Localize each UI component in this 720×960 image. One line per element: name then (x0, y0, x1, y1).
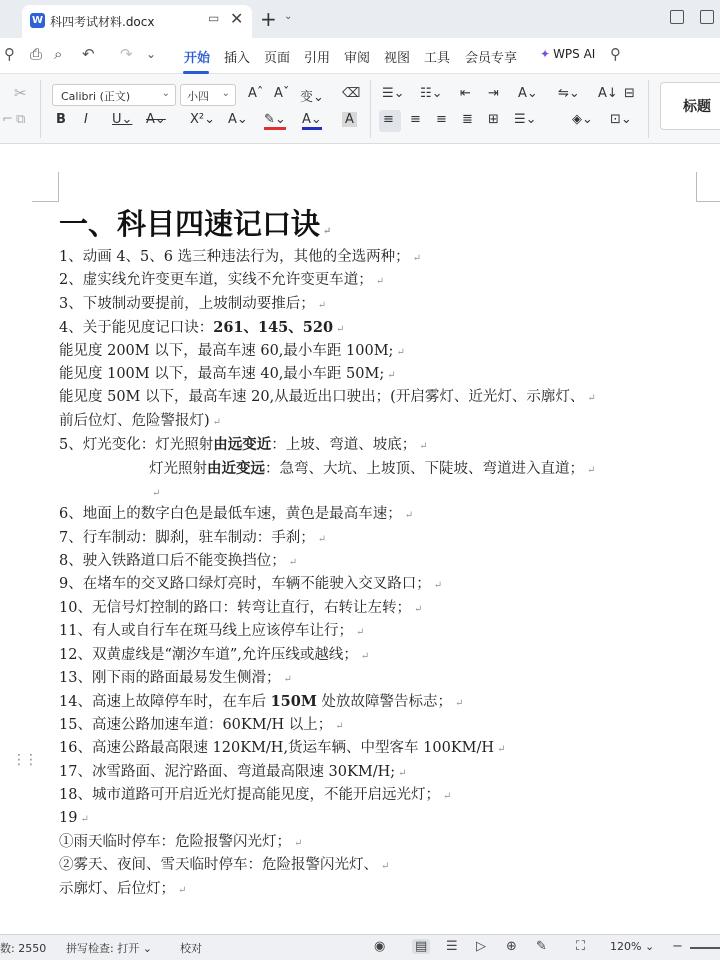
document-line[interactable] (59, 667, 709, 690)
document-line[interactable] (59, 644, 709, 667)
document-line[interactable] (59, 503, 709, 526)
line-text: 15、高速公路加速车道：60KM/H 以上； (59, 716, 333, 733)
paragraph-mark: ↵ (288, 557, 298, 569)
document-line[interactable] (59, 737, 709, 760)
paragraph-mark: ↵ (375, 276, 385, 288)
document-line[interactable] (59, 878, 709, 901)
grow-font-icon[interactable]: Aˆ (248, 86, 264, 101)
wps-ai-label: WPS AI (553, 47, 596, 61)
fit-page-icon[interactable]: ⛶ (576, 939, 586, 954)
line-text: 16、高速公路最高限速 120KM/H,货运车辆、中型客车 100KM/H (59, 740, 495, 757)
zoom-out-icon[interactable]: − (672, 939, 683, 954)
line-text: 13、刚下雨的路面最易发生侧滑； (59, 670, 281, 687)
line-text: ①雨天临时停车：危险报警闪光灯； (59, 833, 291, 850)
document-line[interactable] (59, 854, 709, 877)
window-grid-icon[interactable] (700, 10, 714, 24)
paragraph-mark: ↵ (178, 884, 187, 896)
zoom-slider[interactable] (690, 947, 720, 949)
line-bold-text: 由远变近 (213, 436, 272, 454)
restore-icon[interactable]: ▭ (208, 11, 220, 25)
paragraph-mark: ↵ (442, 790, 452, 802)
paragraph-mark: ↵ (317, 533, 327, 545)
phonetic-guide-icon[interactable]: 变⌄ (300, 90, 324, 105)
paragraph-mark: ↵ (587, 393, 596, 405)
document-line[interactable] (59, 573, 709, 596)
document-line[interactable] (59, 363, 709, 386)
paragraph-mark: ↵ (80, 814, 89, 826)
web-view-icon[interactable]: ⊕ (506, 939, 517, 954)
line-spacing-icon[interactable]: ⇋⌄ (558, 86, 580, 101)
line-text: 17、冰雪路面、泥泞路面、弯道最高限速 30KM/H; (59, 763, 396, 780)
toolbar-separator (370, 80, 371, 138)
line-text: 14、高速上故障停车时，在车后 (59, 694, 271, 711)
redo-icon[interactable]: ↷ (120, 45, 133, 63)
tab-title: 科四考试材料.docx (50, 15, 155, 29)
line-text: ：上坡、弯道、坡底； (271, 437, 417, 454)
document-line[interactable] (59, 550, 709, 573)
document-line[interactable] (59, 340, 709, 363)
paragraph-mark: ↵ (455, 698, 464, 710)
bold-icon[interactable]: B (56, 112, 66, 127)
paragraph-mark: ↵ (335, 720, 344, 732)
document-line[interactable] (59, 784, 709, 807)
font-size-value: 小四 (187, 90, 209, 103)
document-line[interactable] (59, 831, 709, 854)
font-color-icon[interactable]: A⌄ (302, 112, 322, 130)
increase-indent-icon[interactable]: ⇥ (488, 86, 499, 101)
paragraph-mark: ↵ (419, 441, 428, 453)
line-text: ：急弯、大坑、上坡顶、下陡坡、弯道进入直道； (265, 460, 584, 477)
paragraph-mark: ↵ (413, 603, 423, 615)
menu-review[interactable]: 审阅 (344, 51, 371, 66)
document-line[interactable] (59, 690, 709, 713)
play-icon[interactable]: ▷ (476, 939, 486, 954)
sort-icon[interactable]: A↓ (598, 86, 618, 101)
document-line[interactable] (59, 761, 709, 784)
print-icon[interactable]: ⎙ (30, 45, 43, 63)
line-text: 19 (59, 810, 78, 827)
paragraph-mark: ↵ (317, 299, 327, 311)
window-layout-icon[interactable] (670, 10, 684, 24)
menu-page[interactable]: 页面 (264, 51, 291, 66)
numbered-list-icon[interactable]: ☷⌄ (420, 86, 443, 101)
document-line[interactable] (59, 386, 709, 409)
line-text: 能见度 50M 以下，最高车速 20,从最近出口驶出；(开启雾灯、近光灯、示廓灯、 (59, 389, 585, 406)
paragraph-mark: ↵ (283, 674, 292, 686)
document-line[interactable] (59, 597, 709, 620)
line-text: 处放故障警告标志； (316, 694, 452, 711)
line-text: 示廓灯、后位灯； (59, 880, 175, 897)
eye-protect-icon[interactable]: ◉ (374, 939, 386, 954)
paragraph-mark: ↵ (355, 627, 365, 639)
justify-icon[interactable]: ≣ (462, 112, 473, 127)
paragraph-mark: ↵ (212, 416, 222, 428)
document-heading[interactable] (59, 202, 709, 246)
document-line[interactable] (59, 480, 709, 503)
align-right-icon[interactable]: ≡ (436, 112, 447, 127)
spellcheck-label: 拼写检查: 打开 (66, 942, 140, 955)
pen-icon[interactable]: ✎ (536, 939, 547, 954)
line-text: 12、双黄虚线是“潮汐车道”,允许压线或越线； (59, 646, 358, 663)
line-text: 11、有人或自行车在斑马线上应该停车让行； (59, 623, 353, 640)
line-text: 4、关于能见度记口诀： (59, 320, 214, 337)
document-body[interactable] (59, 202, 709, 901)
paragraph-mark: ↵ (433, 580, 443, 592)
line-bold-text: 261、145、520 (213, 319, 334, 337)
print-preview-icon[interactable]: ⌕ (54, 45, 63, 63)
outline-view-icon[interactable]: ☰ (446, 939, 458, 954)
key-icon[interactable]: ⚲ (4, 45, 15, 63)
distribute-icon[interactable]: ⊞ (488, 112, 499, 127)
line-text: 能见度 200M 以下，最高车速 60,最小车距 100M; (59, 342, 394, 359)
menu-home[interactable]: 开始 (184, 51, 211, 66)
line-text: 7、行车制动：脚刹，驻车制动：手刹； (59, 529, 315, 546)
menu-insert[interactable]: 插入 (224, 51, 251, 66)
drag-handle-icon[interactable]: ⋮⋮ (12, 752, 36, 768)
font-name-value: Calibri (正文) (61, 90, 131, 103)
document-tab[interactable] (22, 5, 252, 38)
tab-list-chevron-icon[interactable]: ⌄ (284, 11, 293, 22)
style-heading-button[interactable] (660, 82, 720, 130)
undo-icon[interactable]: ↶ (82, 45, 95, 63)
new-tab-button[interactable]: + (260, 7, 277, 31)
document-line[interactable] (59, 246, 709, 269)
paragraph-mark: ↵ (152, 487, 161, 499)
spellcheck-status[interactable]: 拼写检查: 打开 ⌄ (66, 942, 152, 955)
line-text: 5、灯光变化：灯光照射 (59, 437, 214, 454)
line-text: 10、无信号灯控制的路口：转弯让直行，右转让左转； (59, 599, 411, 616)
format-painter-icon[interactable]: ⌐ (2, 112, 13, 127)
menu-view[interactable]: 视图 (384, 51, 411, 66)
chevron-down-icon: ⌄ (161, 88, 170, 99)
document-line[interactable] (59, 714, 709, 737)
document-line[interactable] (59, 457, 709, 480)
chevron-down-icon: ⌄ (221, 88, 230, 99)
document-line[interactable] (59, 269, 709, 292)
line-text: 能见度 100M 以下，最高车速 40,最小车距 50M; (59, 365, 385, 382)
align-left-icon[interactable]: ≡ (383, 112, 394, 127)
document-line[interactable] (59, 433, 709, 456)
paragraph-mark: ↵ (404, 510, 414, 522)
line-text: 前后位灯、危险警报灯) (59, 412, 210, 429)
line-text: 18、城市道路可开启近光灯提高能见度，不能开启远光灯； (59, 786, 440, 803)
cut-icon[interactable]: ✂ (14, 84, 27, 102)
toolbar-separator (40, 80, 41, 138)
close-tab-icon[interactable]: ✕ (230, 9, 244, 28)
char-shading-icon[interactable]: A (342, 112, 357, 127)
shading-icon[interactable]: ◈⌄ (572, 112, 593, 127)
document-line[interactable] (59, 620, 709, 643)
document-line[interactable] (59, 410, 709, 433)
highlight-icon[interactable]: ✎⌄ (264, 112, 286, 130)
paragraph-mark: ↵ (396, 346, 405, 358)
paragraph-mark: ↵ (323, 226, 332, 237)
font-name-select[interactable] (52, 84, 176, 106)
word-count[interactable]: 数: 2550 (0, 942, 47, 955)
word-doc-icon: W (31, 15, 44, 26)
menu-member[interactable]: 会员专享 (465, 51, 518, 66)
underline-icon[interactable]: U⌄ (112, 112, 133, 127)
superscript-icon[interactable]: X²⌄ (190, 112, 216, 127)
strikethrough-icon[interactable]: A⌄ (146, 112, 166, 127)
paragraph-mark: ↵ (587, 464, 596, 476)
italic-icon[interactable]: I (84, 112, 88, 127)
line-text: 2、虚实线允许变更车道，实线不允许变更车道； (59, 272, 373, 289)
document-lines (59, 246, 709, 901)
toolbar-separator (648, 80, 649, 138)
line-text: 3、下坡制动要提前，上坡制动要推后； (59, 295, 315, 312)
paragraph-mark: ↵ (294, 837, 303, 849)
paragraph-mark: ↵ (398, 767, 407, 779)
line-text: 1、动画 4、5、6 选三种违法行为，其他的全选两种； (59, 249, 410, 265)
line-text: 灯光照射 (149, 460, 207, 477)
zoom-value: 120% (610, 940, 642, 953)
paragraph-mark: ↵ (336, 324, 345, 336)
line-text: ②雾天、夜间、雪天临时停车：危险报警闪光灯、 (59, 857, 378, 874)
menu-tools[interactable]: 工具 (424, 51, 451, 66)
document-line[interactable] (59, 807, 709, 830)
line-text: 6、地面上的数字白色是最低车速，黄色是最高车速； (59, 506, 402, 523)
page-view-icon[interactable]: ▤ (412, 939, 430, 954)
paragraph-mark: ↵ (360, 650, 370, 662)
menu-references[interactable]: 引用 (304, 51, 331, 66)
font-size-select[interactable] (180, 84, 236, 106)
status-bar (0, 934, 720, 960)
heading-text: 一、科目四速记口诀 (59, 207, 321, 241)
align-center-icon[interactable]: ≡ (410, 112, 421, 127)
bullet-list-icon[interactable]: ☰⌄ (382, 86, 405, 101)
menu-bar (0, 38, 720, 74)
page-corner-mark (32, 172, 59, 202)
document-canvas[interactable] (0, 144, 720, 934)
paragraph-mark: ↵ (497, 744, 506, 756)
show-marks-icon[interactable]: ⊟ (624, 86, 635, 101)
ai-star-icon: ✦ (540, 47, 551, 61)
style-heading-label: 标题 (683, 99, 711, 115)
proofread-button[interactable]: 校对 (180, 942, 202, 955)
paragraph-mark: ↵ (381, 861, 390, 873)
paragraph-mark: ↵ (412, 253, 422, 264)
shrink-font-icon[interactable]: Aˇ (274, 86, 290, 101)
ribbon-toolbar (0, 74, 720, 144)
wps-ai-button[interactable] (540, 47, 595, 61)
document-line[interactable] (59, 527, 709, 550)
line-text: 9、在堵车的交叉路口绿灯亮时，车辆不能驶入交叉路口； (59, 576, 431, 593)
title-bar (0, 0, 720, 38)
zoom-level[interactable]: 120% ⌄ (610, 940, 655, 953)
border-icon[interactable]: ⊡⌄ (610, 112, 632, 127)
paragraph-spacing-icon[interactable]: ☰⌄ (514, 112, 537, 127)
page-corner-mark (696, 172, 720, 202)
clear-format-icon[interactable]: ⌫ (342, 86, 361, 101)
line-bold-text: 150M (270, 693, 317, 711)
more-chevron-icon[interactable]: ⌄ (146, 47, 157, 61)
copy-icon[interactable]: ⧉ (16, 112, 26, 127)
document-line[interactable] (59, 293, 709, 316)
search-icon[interactable]: ⚲ (610, 45, 621, 63)
text-direction-icon[interactable]: A⌄ (518, 86, 538, 101)
decrease-indent-icon[interactable]: ⇤ (460, 86, 471, 101)
text-effect-icon[interactable]: A⌄ (228, 112, 248, 127)
line-bold-text: 由近变远 (207, 459, 265, 477)
document-line[interactable] (59, 316, 709, 339)
line-text: 8、驶入铁路道口后不能变换挡位； (59, 553, 286, 570)
paragraph-mark: ↵ (387, 369, 396, 381)
